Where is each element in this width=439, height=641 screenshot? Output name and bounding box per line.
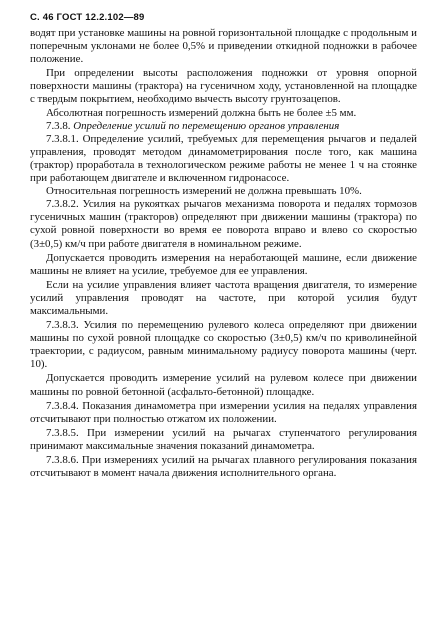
paragraph: Допускается проводить измерения на неработающей машине, если движение машины не влияет на усилие, требуемое для ее управления.	[30, 251, 417, 277]
paragraph: водят при установке машины на ровной горизонтальной площадке с продольным и поперечным уклонами не более 0,5% и приведении откидной подножки в рабочее положение.	[30, 27, 417, 66]
section-heading	[30, 120, 417, 133]
paragraph: Допускается проводить измерение усилий на рулевом колесе при движении машины по ровной бетонной (асфальто-бетонной) площадке.	[30, 372, 417, 398]
paragraph: 7.3.8.1. Определение усилий, требуемых для перемещения рычагов и педалей управления, проводят методом динамометрирования после того, как машина (трактор) проработала в технологическом режиме работы не менее 1 ч на стоянке при работающем двигателе и включенном гидронасосе.	[30, 132, 417, 185]
paragraph: Относительная погрешность измерений не должна превышать 10%.	[46, 185, 362, 198]
paragraph: 7.3.8.2. Усилия на рукоятках рычагов механизма поворота и педалях тормозов гусеничных машин (тракторов) определяют при движении машины (трактора) по сухой ровной поверхности во время ее поворота вправо и влево со скоростью (3±0,5) км/ч при работе двигателя в номинальном режиме.	[30, 198, 417, 250]
paragraph: При определении высоты расположения подножки от уровня опорной поверхности машины (трактора) на гусеничном ходу, установленной на площадке с твердым покрытием, необходимо вычесть высоту грунтозацепов.	[30, 67, 417, 106]
paragraph: 7.3.8.3. Усилия по перемещению рулевого колеса определяют при движении машины по сухой ровной площадке со скоростью (3±0,5) км/ч по криволинейной траектории, с радиусом, равным минимальному радиусу поворота машины (черт. 10).	[30, 319, 417, 371]
section-number: 7.3.8.	[46, 119, 71, 132]
paragraph: Если на усилие управления влияет частота вращения двигателя, то измерение усилий управления проводят на частоте, при которой усилия будут максимальными.	[30, 278, 417, 317]
page-header: С. 46 ГОСТ 12.2.102—89	[30, 12, 145, 23]
paragraph: 7.3.8.4. Показания динамометра при измерении усилия на педалях управления отсчитывают при полностью отжатом их положении.	[30, 399, 417, 425]
paragraph: 7.3.8.6. При измерениях усилий на рычагах плавного регулирования показания отсчитывают в момент начала движения исполнительного органа.	[30, 454, 417, 480]
paragraph: Абсолютная погрешность измерений должна быть не более ±5 мм.	[46, 106, 357, 119]
document-body	[30, 27, 417, 480]
paragraph: 7.3.8.5. При измерении усилий на рычагах ступенчатого регулирования принимают максимальные значения показаний динамометра.	[30, 426, 417, 452]
section-title: Определение усилий по перемещению органов управления	[73, 119, 340, 132]
